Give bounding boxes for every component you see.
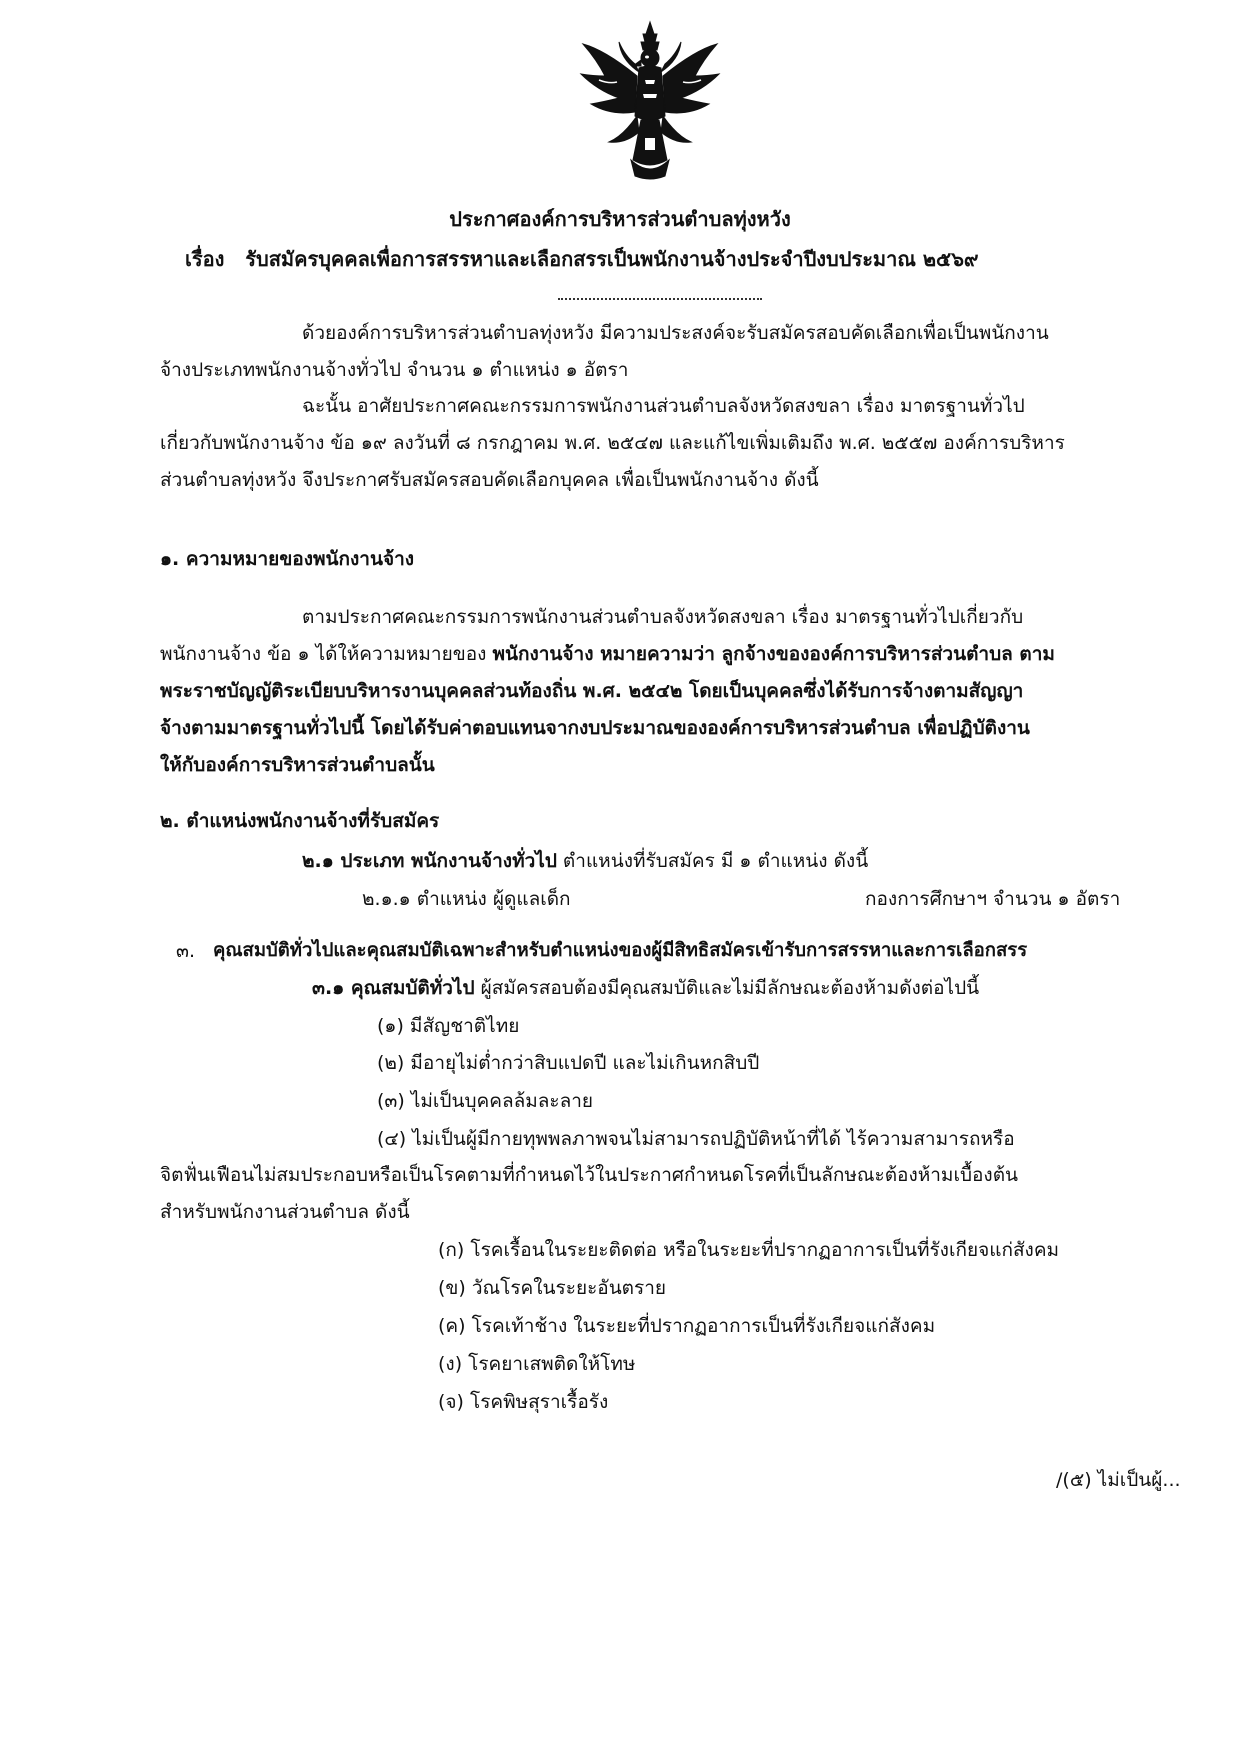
section-3-number: ๓. [176, 940, 196, 962]
position-item: ๒.๑.๑ ตำแหน่ง ผู้ดูแลเด็ก [362, 888, 571, 910]
separator-dotted-line [558, 298, 762, 300]
section-3-1-label: ๓.๑ คุณสมบัติทั่วไป [312, 977, 475, 999]
section-2-1-line [302, 848, 868, 874]
qualification-item-2: (๒) มีอายุไม่ต่ำกว่าสิบแปดปี และไม่เกินหกสิบปี [377, 1052, 760, 1074]
intro-paragraph-2-line-2: เกี่ยวกับพนักงานจ้าง ข้อ ๑๙ ลงวันที่ ๘ กรกฎาคม พ.ศ. ๒๕๔๗ และแก้ไขเพิ่มเติมถึง พ.ศ. ๒๕๕๗ องค์การบริหาร [160, 432, 1065, 454]
continuation-marker: /(๕) ไม่เป็นผู้... [1056, 1469, 1181, 1491]
announcement-title: ประกาศองค์การบริหารส่วนตำบลทุ่งหวัง [449, 207, 791, 231]
section-1-line-4: จ้างตามมาตรฐานทั่วไปนี้ โดยได้รับค่าตอบแทนจากงบประมาณขององค์การบริหารส่วนตำบล เพื่อปฏิบัติงาน [160, 717, 1030, 739]
disease-item-5: (จ) โรคพิษสุราเรื้อรัง [438, 1391, 609, 1413]
qualification-item-4-line-3: สำหรับพนักงานส่วนตำบล ดังนี้ [160, 1201, 410, 1223]
subject-label: เรื่อง [185, 247, 225, 271]
section-1-line-2-text: พนักงานจ้าง ข้อ ๑ ได้ให้ความหมายของ [160, 643, 493, 665]
section-1-line-1: ตามประกาศคณะกรรมการพนักงานส่วนตำบลจังหวัดสงขลา เรื่อง มาตรฐานทั่วไปเกี่ยวกับ [302, 606, 1024, 628]
intro-paragraph-1-line-2: จ้างประเภทพนักงานจ้างทั่วไป จำนวน ๑ ตำแหน่ง ๑ อัตรา [160, 359, 629, 381]
garuda-emblem [575, 20, 725, 180]
subject-text: รับสมัครบุคคลเพื่อการสรรหาและเลือกสรรเป็นพนักงานจ้างประจำปีงบประมาณ ๒๕๖๙ [245, 247, 979, 271]
disease-item-2: (ข) วัณโรคในระยะอันตราย [438, 1277, 667, 1299]
subject-line [185, 246, 979, 272]
disease-item-1: (ก) โรคเรื้อนในระยะติดต่อ หรือในระยะที่ปรากฏอาการเป็นที่รังเกียจแก่สังคม [438, 1239, 1060, 1261]
section-1-line-3: พระราชบัญญัติระเบียบบริหารงานบุคคลส่วนท้องถิ่น พ.ศ. ๒๕๔๒ โดยเป็นบุคคลซึ่งได้รับการจ้างตามสัญญา [160, 680, 1024, 702]
section-3-1-text: ผู้สมัครสอบต้องมีคุณสมบัติและไม่มีลักษณะต้องห้ามดังต่อไปนี้ [474, 977, 980, 999]
section-2-1-text: ตำแหน่งที่รับสมัคร มี ๑ ตำแหน่ง ดังนี้ [556, 850, 869, 872]
section-2-heading: ๒. ตำแหน่งพนักงานจ้างที่รับสมัคร [160, 810, 440, 832]
disease-item-3: (ค) โรคเท้าช้าง ในระยะที่ปรากฏอาการเป็นที่รังเกียจแก่สังคม [438, 1315, 936, 1337]
qualification-item-1: (๑) มีสัญชาติไทย [377, 1015, 520, 1037]
qualification-item-4-line-1: (๔) ไม่เป็นผู้มีกายทุพพลภาพจนไม่สามารถปฏิบัติหน้าที่ได้ ไร้ความสามารถหรือ [377, 1128, 1015, 1150]
intro-paragraph-1-line-1: ด้วยองค์การบริหารส่วนตำบลทุ่งหวัง มีความประสงค์จะรับสมัครสอบคัดเลือกเพื่อเป็นพนักงาน [302, 322, 1049, 344]
qualification-item-4-line-2: จิตฟั่นเฟือนไม่สมประกอบหรือเป็นโรคตามที่กำหนดไว้ในประกาศกำหนดโรคที่เป็นลักษณะต้องห้ามเบื้องต้น [160, 1164, 1019, 1186]
section-1-line-5: ให้กับองค์การบริหารส่วนตำบลนั้น [160, 754, 435, 776]
section-1-line-2 [160, 641, 1055, 667]
position-detail: กองการศึกษาฯ จำนวน ๑ อัตรา [865, 888, 1121, 910]
section-1-definition: พนักงานจ้าง หมายความว่า ลูกจ้างขององค์การบริหารส่วนตำบล ตาม [492, 643, 1055, 665]
section-3-1-line [312, 975, 979, 1001]
section-1-heading: ๑. ความหมายของพนักงานจ้าง [160, 548, 415, 570]
intro-paragraph-2-line-1: ฉะนั้น อาศัยประกาศคณะกรรมการพนักงานส่วนตำบลจังหวัดสงขลา เรื่อง มาตรฐานทั่วไป [302, 395, 1025, 417]
section-3-heading: คุณสมบัติทั่วไปและคุณสมบัติเฉพาะสำหรับตำแหน่งของผู้มีสิทธิสมัครเข้ารับการสรรหาและการเลือกสรร [213, 940, 1028, 961]
intro-paragraph-2-line-3: ส่วนตำบลทุ่งหวัง จึงประกาศรับสมัครสอบคัดเลือกบุคคล เพื่อเป็นพนักงานจ้าง ดังนี้ [160, 469, 819, 491]
section-2-1-label: ๒.๑ ประเภท พนักงานจ้างทั่วไป [302, 850, 557, 872]
qualification-item-3: (๓) ไม่เป็นบุคคลล้มละลาย [377, 1090, 594, 1112]
disease-item-4: (ง) โรคยาเสพติดให้โทษ [438, 1353, 636, 1375]
